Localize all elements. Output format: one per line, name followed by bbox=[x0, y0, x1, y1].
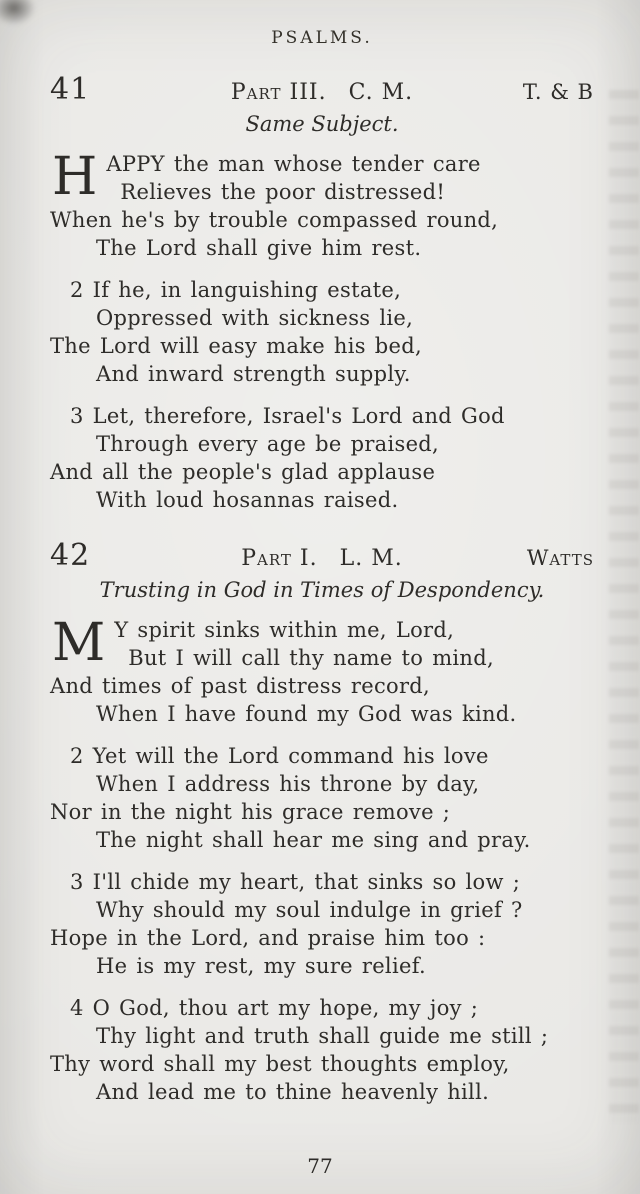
verse-line: The Lord shall give him rest. bbox=[96, 236, 422, 260]
hymn-part: Part I. bbox=[241, 546, 318, 571]
verse-line: When I have found my God was kind. bbox=[96, 702, 517, 726]
verse-line: APPY the man whose tender care bbox=[106, 152, 481, 176]
verse-line: And times of past distress record, bbox=[50, 674, 430, 698]
page-number: 77 bbox=[307, 1154, 333, 1178]
verse-line: And inward strength supply. bbox=[96, 362, 411, 386]
stanza bbox=[50, 742, 594, 854]
drop-cap-letter: M bbox=[52, 613, 106, 673]
verse-line: Relieves the poor distressed! bbox=[120, 180, 446, 204]
drop-cap-letter: H bbox=[52, 147, 98, 207]
verse-line: Nor in the night his grace remove ; bbox=[50, 800, 451, 824]
verse-line: The night shall hear me sing and pray. bbox=[96, 828, 531, 852]
verse-line: Hope in the Lord, and praise him too : bbox=[50, 926, 486, 950]
verse-line: 3 I'll chide my heart, that sinks so low ; bbox=[70, 870, 521, 894]
hymn-meter: L. M. bbox=[339, 546, 403, 571]
verse-line: 4 O God, thou art my hope, my joy ; bbox=[70, 996, 479, 1020]
verse-line: The Lord will easy make his bed, bbox=[50, 334, 422, 358]
hymn-attribution: Watts bbox=[526, 546, 594, 570]
verse-line: He is my rest, my sure relief. bbox=[96, 954, 426, 978]
hymn-heading bbox=[50, 72, 594, 107]
hymn-heading bbox=[50, 538, 594, 573]
verse-line: Thy word shall my best thoughts employ, bbox=[50, 1052, 510, 1076]
hymn-subtitle: Same Subject. bbox=[245, 112, 399, 136]
verse-line: But I will call thy name to mind, bbox=[128, 646, 494, 670]
stanza bbox=[50, 276, 594, 388]
verse-line: When I address his throne by day, bbox=[96, 772, 480, 796]
hymn-block bbox=[50, 72, 594, 514]
hymn-number: 41 bbox=[50, 72, 91, 107]
hymn-part-meter bbox=[170, 546, 474, 571]
verse-line: Thy light and truth shall guide me still ; bbox=[96, 1024, 549, 1048]
hymn-block bbox=[50, 538, 594, 1106]
verse-line: And lead me to thine heavenly hill. bbox=[96, 1080, 490, 1104]
stanza bbox=[50, 868, 594, 980]
hymn-number: 42 bbox=[50, 538, 91, 573]
running-header: PSALMS. bbox=[271, 28, 373, 48]
stanza bbox=[50, 613, 594, 728]
verse-line: When he's by trouble compassed round, bbox=[50, 208, 499, 232]
verse-line: Y spirit sinks within me, Lord, bbox=[114, 618, 455, 642]
stanza bbox=[50, 402, 594, 514]
verse-line: Oppressed with sickness lie, bbox=[96, 306, 414, 330]
verse-line: Why should my soul indulge in grief ? bbox=[96, 898, 523, 922]
stanza bbox=[50, 147, 594, 262]
verse-line: 3 Let, therefore, Israel's Lord and God bbox=[70, 404, 505, 428]
verse-line: And all the people's glad applause bbox=[50, 460, 436, 484]
hymn-meter: C. M. bbox=[348, 80, 414, 105]
hymn-part-meter bbox=[170, 80, 474, 105]
hymn-subtitle: Trusting in God in Times of Despondency. bbox=[99, 578, 545, 602]
verse-line: Through every age be praised, bbox=[96, 432, 440, 456]
stanza bbox=[50, 994, 594, 1106]
hymn-attribution: T. & B bbox=[522, 80, 594, 104]
hymn-part: Part III. bbox=[230, 80, 327, 105]
verse-line: 2 If he, in languishing estate, bbox=[70, 278, 402, 302]
verse-line: With loud hosannas raised. bbox=[96, 488, 399, 512]
verse-line: 2 Yet will the Lord command his love bbox=[70, 744, 489, 768]
